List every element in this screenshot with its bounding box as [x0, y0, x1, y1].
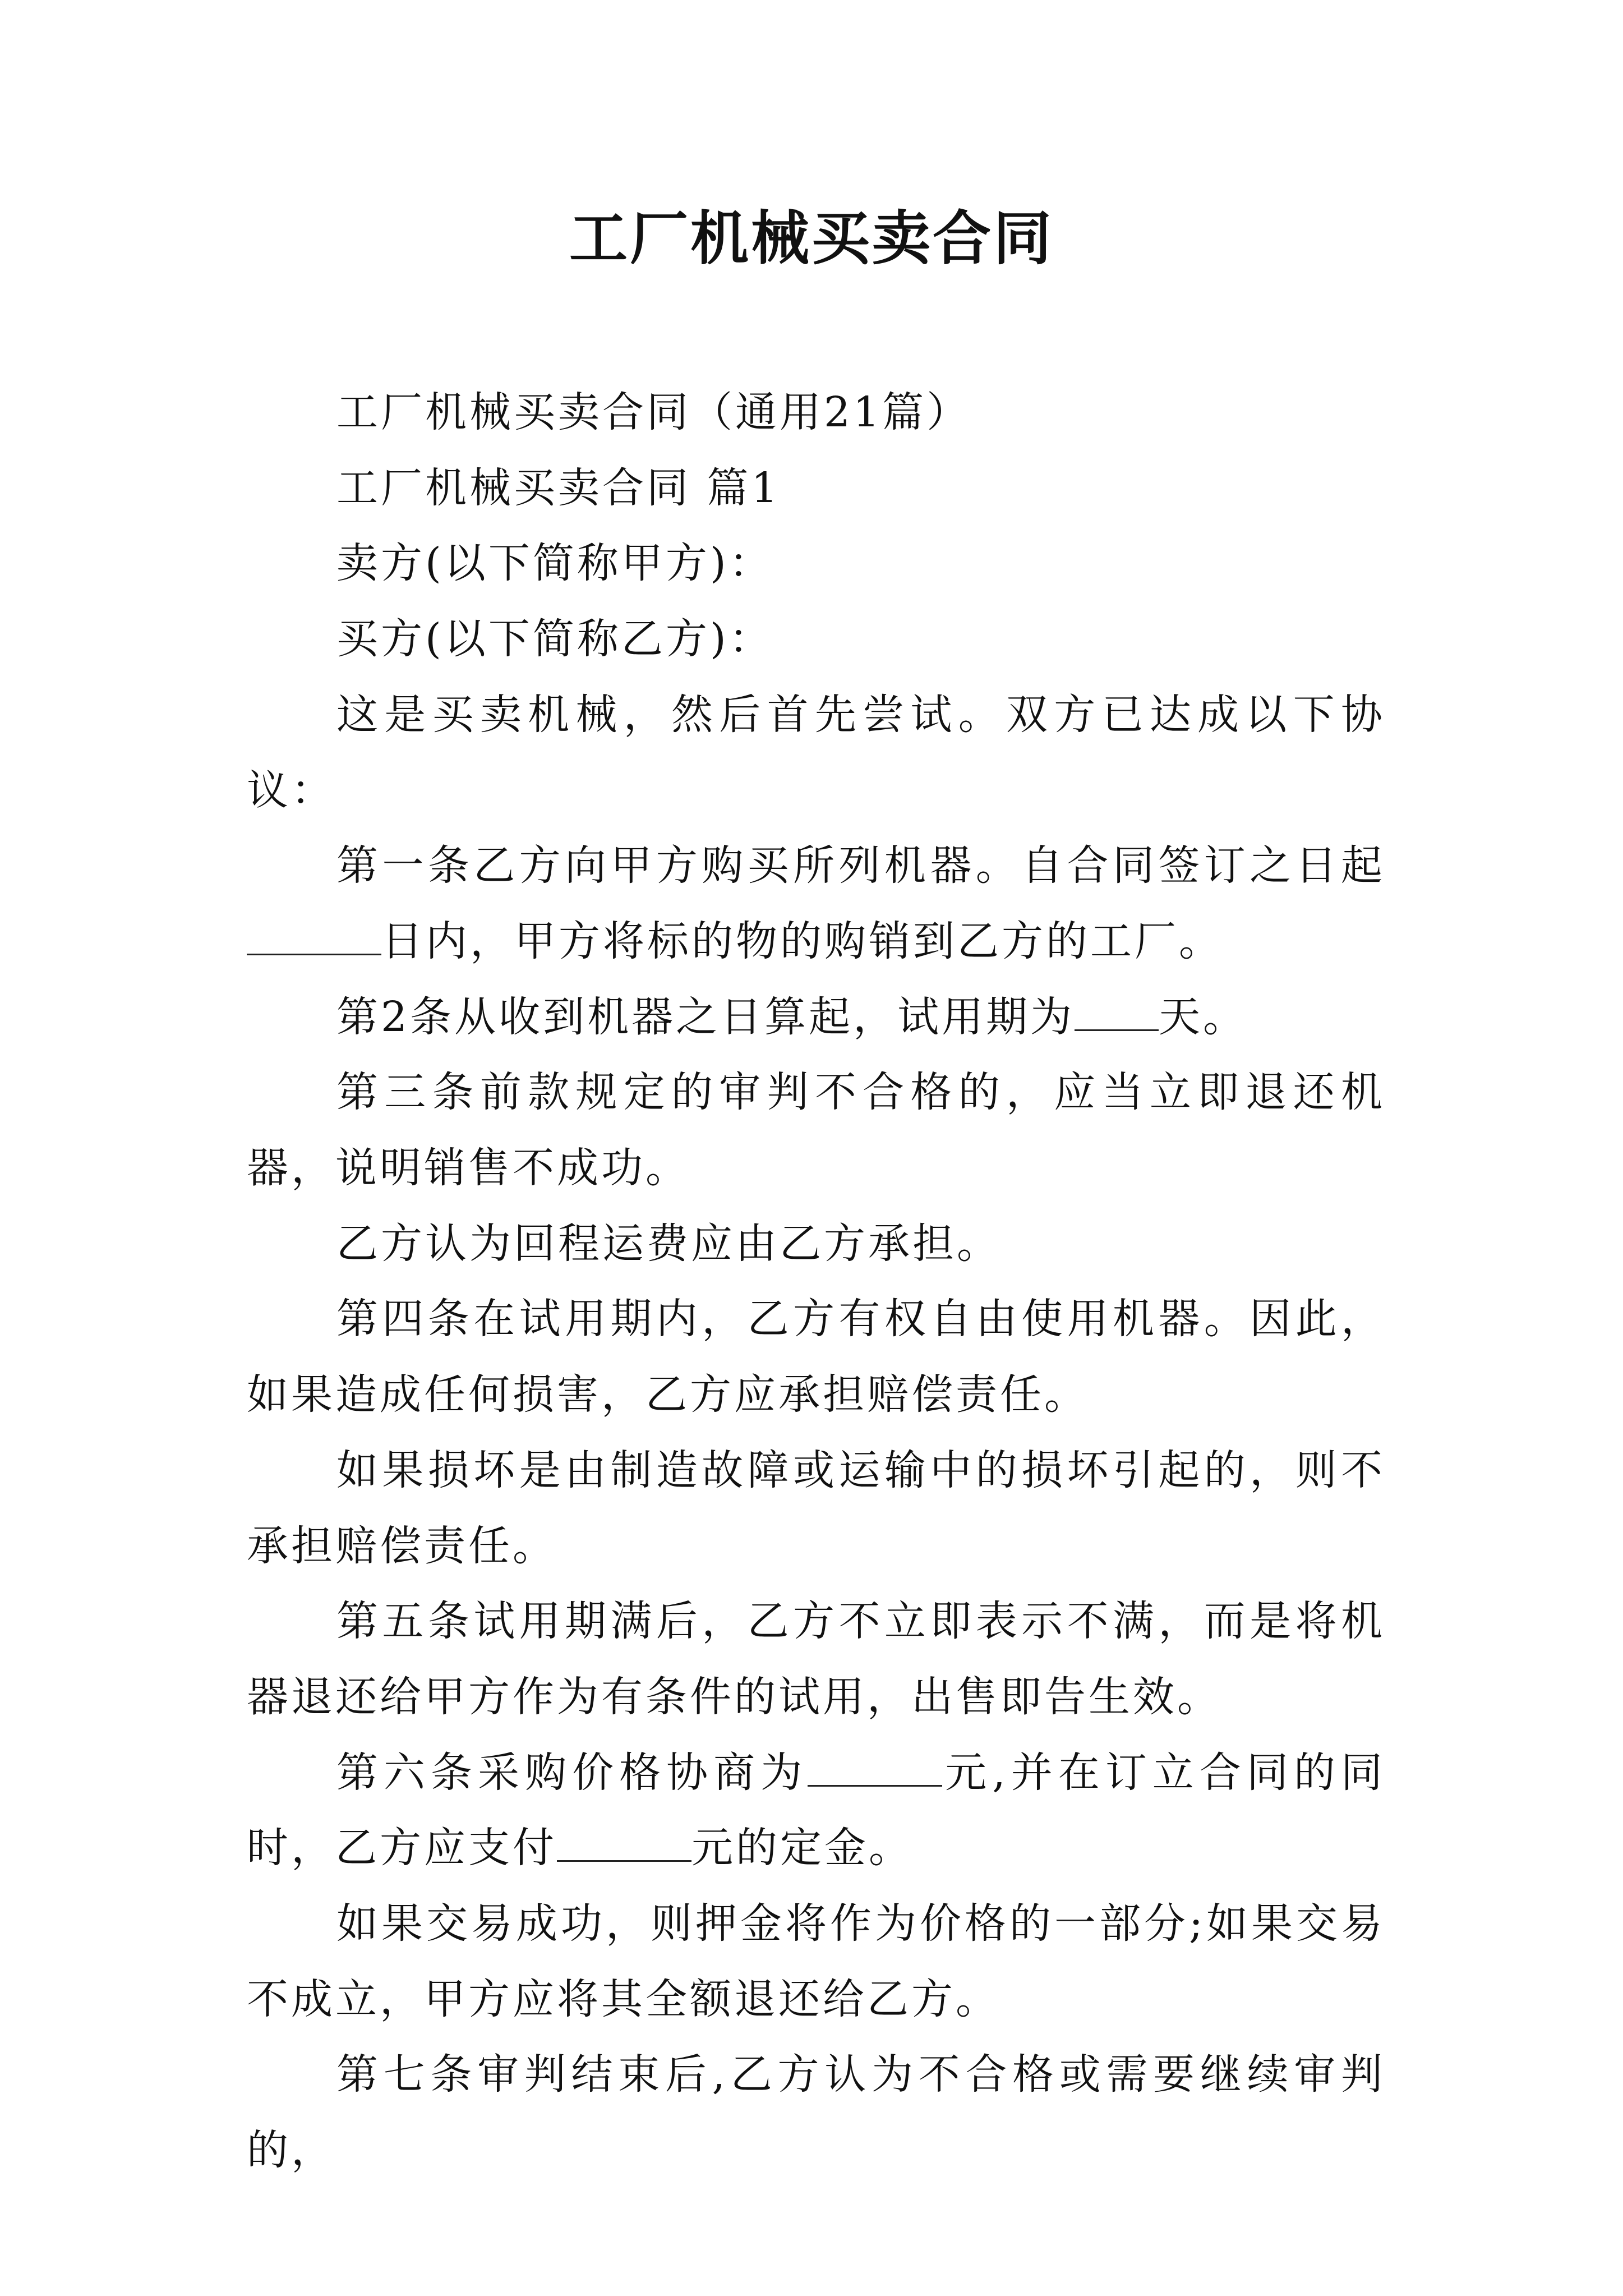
article-1-text-after: 日内，甲方将标的物的购销到乙方的工厂。 [381, 917, 1223, 965]
document-title: 工厂机械买卖合同 [569, 204, 1054, 273]
paragraph-article-2 [247, 979, 1385, 1055]
paragraph-article-6 [247, 1735, 1385, 1886]
article-6-text-before: 第六条采购价格协商为 [336, 1748, 808, 1797]
document-body [247, 375, 1385, 2188]
article-6-text-middle: 元,并在订立合同的同时，乙方应支付 [247, 1748, 1385, 1872]
paragraph-article-1 [247, 828, 1385, 979]
paragraph-article-4: 第四条在试用期内，乙方有权自由使用机器。因此，如果造成任何损害，乙方应承担赔偿责任。 [247, 1295, 1385, 1419]
fill-in-blank-price [808, 1745, 942, 1787]
paragraph-buyer: 买方(以下简称乙方)： [336, 615, 773, 664]
paragraph-damage-exemption: 如果损坏是由制造故障或运输中的损坏引起的，则不承担赔偿责任。 [247, 1446, 1385, 1570]
paragraph-deposit-terms: 如果交易成功，则押金将作为价格的一部分;如果交易不成立，甲方应将其全额退还给乙方。 [247, 1899, 1385, 2023]
paragraph-article-3: 第三条前款规定的审判不合格的，应当立即退还机器，说明销售不成功。 [247, 1068, 1385, 1193]
paragraph-subtitle: 工厂机械买卖合同（通用21篇） [336, 388, 971, 436]
paragraph-seller: 卖方(以下简称甲方)： [336, 539, 773, 588]
fill-in-blank-deposit [557, 1820, 691, 1862]
fill-in-blank-trial-days [1075, 989, 1159, 1031]
paragraph-return-freight: 乙方认为回程运费应由乙方承担。 [336, 1219, 1001, 1268]
article-6-text-after: 元的定金。 [691, 1824, 913, 1872]
article-2-text-after: 天。 [1159, 992, 1248, 1041]
paragraph-article-5: 第五条试用期满后，乙方不立即表示不满，而是将机器退还给甲方作为有条件的试用，出售即告生效。 [247, 1597, 1385, 1721]
paragraph-article-7: 第七条审判结束后,乙方认为不合格或需要继续审判的， [247, 2050, 1385, 2175]
article-1-text-before: 第一条乙方向甲方购买所列机器。自合同签订之日起 [336, 841, 1385, 890]
paragraph-chapter-heading: 工厂机械买卖合同 篇1 [336, 463, 781, 512]
article-2-text-before: 第2条从收到机器之日算起，试用期为 [336, 992, 1075, 1041]
paragraph-preamble: 这是买卖机械，然后首先尝试。双方已达成以下协议： [247, 690, 1385, 815]
fill-in-blank-days [247, 913, 381, 955]
